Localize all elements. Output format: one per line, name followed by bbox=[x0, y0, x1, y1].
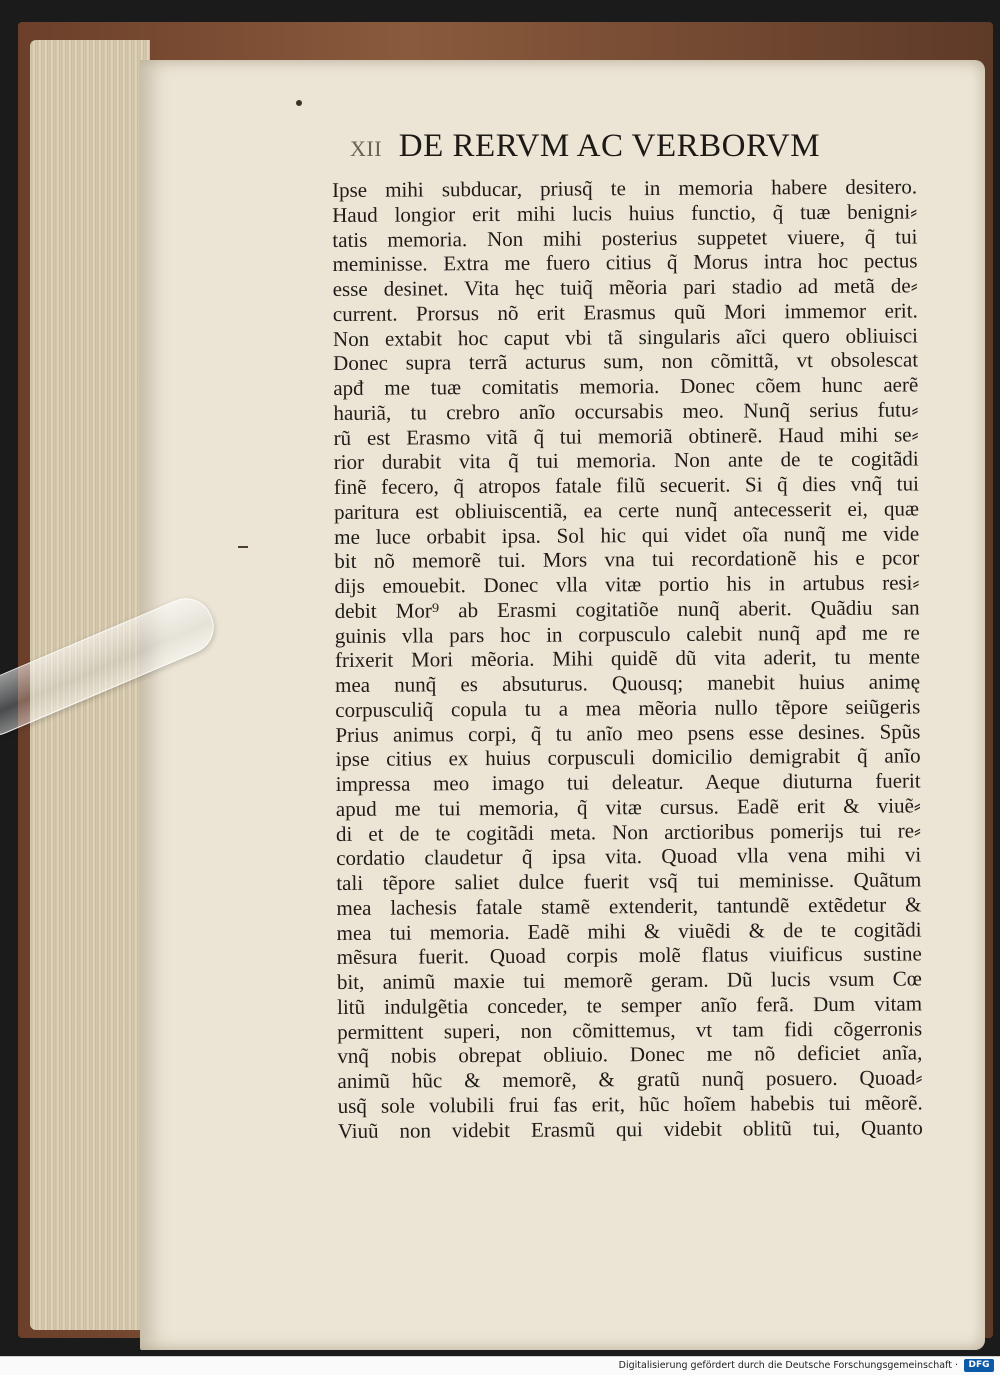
text-line: Viuũ non videbit Erasmũ qui videbit oblitũ tui, Quanto bbox=[337, 1114, 923, 1143]
text-line: guinis vlla pars hoc in corpusculo calebit nunq̃ apđ me re bbox=[334, 619, 920, 648]
running-header bbox=[350, 128, 830, 168]
margin-mark-dash bbox=[238, 546, 248, 548]
text-line: bit nõ memorẽ tui. Mors vna tui recordationẽ his e pcor bbox=[334, 545, 920, 574]
text-line: Ipse mihi subducar, priusq̃ te in memoria habere desitero. bbox=[332, 174, 918, 202]
text-line: paritura est obliuiscentiã, ea certe nunq̃ antecesserit ei, quæ bbox=[333, 496, 920, 524]
text-line: dijs emouebit. Donec vlla vitæ portio his in artubus resi⸗ bbox=[334, 570, 920, 598]
text-line: rior durabit vita q̃ tui memoria. Non ante de te cogitãdi bbox=[333, 446, 919, 475]
text-line: corpusculiq̃ copula tu a mea mẽoria nullo tẽpore seiũgeris bbox=[335, 694, 921, 722]
text-line: mea nunq̃ es absuturus. Quousq; manebit huius animę bbox=[335, 669, 921, 697]
text-line: ipse citius ex huius corpusculi domicilio demigrabit q̃ anĩo bbox=[335, 743, 921, 772]
text-line: animũ hũc & memorẽ, & gratũ nunq̃ posuero. Quoad⸗ bbox=[337, 1065, 923, 1093]
text-line: mea tui memoria. Eadẽ mihi & viuẽdi & de te cogitãdi bbox=[336, 916, 922, 945]
text-line: rũ est Erasmo vitã q̃ tui memoriã obtinerẽ. Haud mihi se⸗ bbox=[333, 421, 919, 450]
text-line: Non extabit hoc caput vbi tã singularis aĩci quero obliuisci bbox=[332, 322, 919, 351]
text-line: usq̃ sole volubili frui fas erit, hũc hoĩem habebis tui mẽorẽ. bbox=[337, 1090, 923, 1118]
text-line: meminisse. Extra me fuero citius q̃ Morus intra hoc pectus bbox=[332, 248, 918, 277]
folio-number: XII bbox=[350, 136, 383, 161]
text-line: current. Prorsus nõ erit Erasmus quũ Mori immemor erit. bbox=[332, 298, 918, 326]
header-title: DE RERVM AC VERBORVM bbox=[398, 128, 821, 164]
text-line: bit, animũ maxie tui memorẽ geram. Dũ lucis vsum Cœ bbox=[336, 966, 922, 994]
dfg-logo: DFG bbox=[964, 1359, 994, 1372]
text-line: tali tẽpore saliet dulce fuerit vsq̃ tui meminisse. Quãtum bbox=[336, 867, 922, 895]
margin-mark-dot bbox=[296, 100, 302, 106]
text-line: cordatio claudetur q̃ ipsa vita. Quoad vlla vena mihi vi bbox=[336, 842, 922, 871]
text-line: debit Mor⁹ ab Erasmi cogitatiõe nunq̃ aberit. Quãdiu san bbox=[334, 595, 920, 623]
text-line: me luce orbabit ipsa. Sol hic qui videt oĩa nunq̃ me vide bbox=[334, 520, 920, 549]
footer-bar bbox=[0, 1356, 1000, 1375]
text-line: mea lachesis fatale stamẽ extenderit, tantundẽ extẽdetur & bbox=[336, 892, 922, 920]
text-line: apđ me tuæ comitatis memoria. Donec cõem hunc aerẽ bbox=[333, 372, 919, 400]
text-line: esse desinet. Vita hęc tuiq̃ mẽoria pari stadio ad metã de⸗ bbox=[332, 273, 918, 301]
footer-credit: Digitalisierung gefördert durch die Deutsche Forschungsgemeinschaft · bbox=[618, 1360, 958, 1371]
text-line: impressa meo imago tui deleatur. Aeque diuturna fuerit bbox=[335, 768, 921, 796]
text-line: Donec supra terrã acturus sum, non cõmittã, vt obsolescat bbox=[333, 347, 919, 376]
text-line: frixerit Mori mẽoria. Mihi quidẽ dũ vita aderit, tu mente bbox=[334, 644, 921, 673]
text-line: mẽsura fuerit. Quoad corpis molẽ flatus viuificus sustine bbox=[336, 941, 922, 970]
text-line: Haud longior erit mihi lucis huius functio, q̃ tuæ benigni⸗ bbox=[332, 199, 918, 227]
text-line: permittent superi, non cõmittemus, vt tam fidi cõgerronis bbox=[337, 1015, 923, 1044]
text-line: tatis memoria. Non mihi posterius suppetet viuere, q̃ tui bbox=[332, 223, 918, 252]
text-line: hauriã, tu crebro anĩo occursabis meo. Nunq̃ serius futu⸗ bbox=[333, 397, 919, 425]
text-line: vnq̃ nobis obrepat obliuio. Donec me nõ deficiet anĩa, bbox=[337, 1040, 923, 1069]
text-line: Prius animus corpi, q̃ tu anĩo meo psens esse desines. Spũs bbox=[335, 718, 921, 747]
text-line: di et de te cogitãdi meta. Non arctioribus pomerijs tui re⸗ bbox=[335, 817, 922, 846]
page-body-text bbox=[332, 174, 923, 1143]
text-line: litũ indulgẽtia conceder, te semper anĩo ferã. Dum vitam bbox=[336, 991, 923, 1019]
text-line: finẽ fecero, q̃ atropos fatale filũ secuerit. Si q̃ dies vnq̃ tui bbox=[333, 471, 919, 499]
text-line: apud me tui memoria, q̃ vitæ cursus. Eadẽ erit & viuẽ⸗ bbox=[335, 793, 921, 821]
